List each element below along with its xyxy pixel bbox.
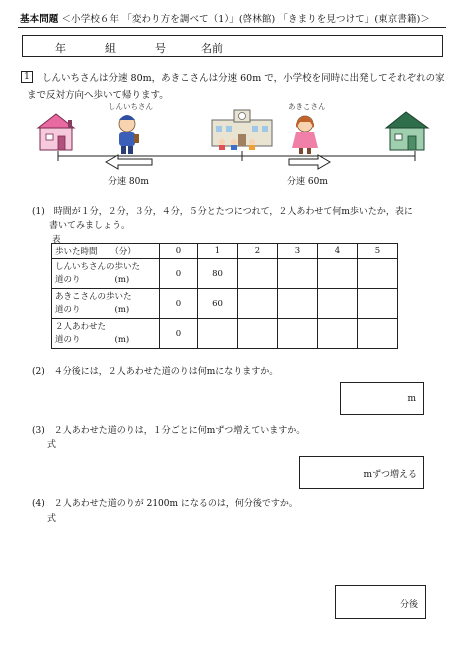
table-header-cell: 1	[198, 244, 238, 259]
q4-unit: 分後	[399, 600, 418, 610]
route-illustration	[0, 108, 467, 198]
shinichi-boy-icon	[119, 115, 139, 154]
shinichi-label: しんいちさん	[108, 102, 153, 111]
table-cell[interactable]	[318, 259, 358, 289]
left-arrow-icon	[106, 155, 152, 169]
worksheet-header	[20, 11, 430, 25]
q1-text-line1: (1) 時間が１分，２分，３分，４分，５分とたつにつれて，２人あわせて何m歩いたか，表に	[32, 207, 413, 217]
table-cell[interactable]	[238, 289, 278, 319]
q3-shiki-label: 式	[47, 440, 57, 450]
akiko-girl-icon	[292, 116, 318, 154]
q2-answer-box[interactable]	[340, 382, 424, 415]
table-header-cell: 0	[160, 244, 198, 259]
table-cell[interactable]	[358, 319, 398, 349]
row-label-line: あきこさんの歩いた	[55, 291, 132, 302]
table-header-row	[52, 244, 398, 259]
table-cell[interactable]	[238, 259, 278, 289]
header-title: ＜小学校６年 「変わり方を調べて（1）」(啓林館) 「きまりを見つけて」(東京書籍)＞	[61, 14, 430, 25]
q4-shiki-label: 式	[47, 514, 57, 524]
school-icon	[212, 110, 272, 150]
table-cell[interactable]	[198, 319, 238, 349]
name-label: 名前	[201, 42, 223, 55]
row-label-line: 道のり (m)	[55, 304, 130, 315]
table-cell[interactable]	[318, 319, 358, 349]
table-cell[interactable]: 0	[160, 259, 198, 289]
table-cell[interactable]: 0	[160, 289, 198, 319]
table-cell[interactable]: 80	[198, 259, 238, 289]
akiko-label: あきこさん	[288, 102, 326, 111]
table-header-label: 歩いた時間 （分）	[52, 244, 160, 259]
number-label: 号	[155, 42, 166, 55]
q3-unit: mずつ増える	[363, 470, 417, 480]
header-divider	[18, 27, 446, 28]
q1-text-line2: 書いてみましょう。	[49, 221, 131, 231]
table-header-cell: 2	[238, 244, 278, 259]
q4-text: (4) ２人あわせた道のりが 2100m になるのは，何分後ですか。	[32, 499, 298, 509]
table-row	[52, 319, 398, 349]
distance-table	[51, 243, 398, 349]
table-cell[interactable]	[358, 289, 398, 319]
table-cell[interactable]	[358, 259, 398, 289]
table-cell[interactable]	[238, 319, 278, 349]
q3-answer-box[interactable]	[299, 456, 424, 489]
q4-answer-box[interactable]	[335, 585, 426, 619]
table-title: 表	[52, 235, 61, 245]
table-cell[interactable]	[278, 319, 318, 349]
table-header-cell: 3	[278, 244, 318, 259]
akiko-house-icon	[386, 112, 428, 150]
table-cell[interactable]	[318, 289, 358, 319]
table-cell[interactable]	[278, 289, 318, 319]
row-label-line: ２人あわせた	[55, 321, 107, 332]
q3-text: (3) ２人あわせた道のりは，１分ごとに何mずつ増えていますか。	[32, 426, 306, 436]
name-box	[22, 35, 443, 57]
row-label-akiko	[52, 289, 160, 319]
problem-text-line1: しんいちさんは分速 80m，あきこさんは分速 60m で，小学校を同時に出発してそれぞれの家	[42, 73, 445, 84]
row-label-line: 道のり (m)	[55, 334, 130, 345]
row-label-line: 道のり (m)	[55, 274, 130, 285]
table-row	[52, 289, 398, 319]
q2-unit: m	[407, 394, 416, 404]
table-cell[interactable]: 0	[160, 319, 198, 349]
row-label-shinichi	[52, 259, 160, 289]
table-header-cell: 5	[358, 244, 398, 259]
speed-left-label: 分速 80m	[108, 177, 149, 187]
year-label: 年	[55, 42, 66, 55]
class-label: 組	[105, 42, 116, 55]
row-label-total	[52, 319, 160, 349]
right-arrow-icon	[289, 155, 330, 169]
table-header-cell: 4	[318, 244, 358, 259]
problem-number: 1	[21, 71, 33, 83]
table-cell[interactable]	[278, 259, 318, 289]
shinichi-house-icon	[38, 114, 74, 150]
problem-text-line2: まで反対方向へ歩いて帰ります。	[27, 90, 169, 101]
q2-text: (2) ４分後には，２人あわせた道のりは何mになりますか。	[32, 367, 279, 377]
row-label-line: しんいちさんの歩いた	[55, 261, 141, 272]
table-cell[interactable]: 60	[198, 289, 238, 319]
table-row	[52, 259, 398, 289]
header-category: 基本問題	[20, 14, 59, 25]
speed-right-label: 分速 60m	[287, 177, 328, 187]
